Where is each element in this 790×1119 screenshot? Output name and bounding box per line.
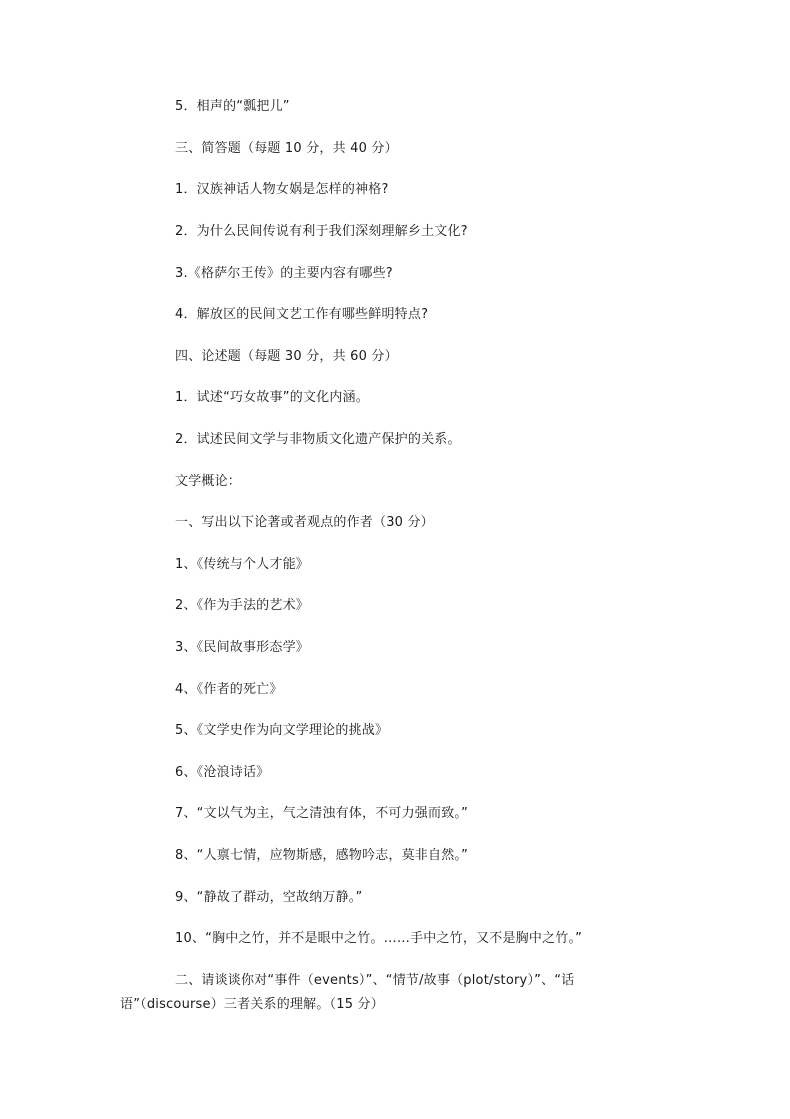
author-item-7: 7、“文以气为主，气之清浊有体，不可力强而致。” [175, 806, 469, 821]
author-item-1: 1、《传统与个人才能》 [175, 557, 309, 572]
short-answer-2: 2．为什么民间传说有利于我们深刻理解乡土文化? [175, 224, 468, 239]
question-5-crosstalk: 5．相声的“瓢把儿” [175, 99, 290, 114]
short-answer-4: 4．解放区的民间文艺工作有哪些鲜明特点? [175, 307, 429, 322]
short-answer-1: 1．汉族神话人物女娲是怎样的神格? [175, 182, 389, 197]
author-item-4: 4、《作者的死亡》 [175, 682, 283, 697]
author-item-9: 9、“静故了群动，空故纳万静。” [175, 890, 363, 905]
author-item-6: 6、《沧浪诗话》 [175, 765, 270, 780]
essay-question-2: 2．试述民间文学与非物质文化遗产保护的关系。 [175, 432, 461, 447]
author-item-10: 10、“胸中之竹，并不是眼中之竹。……手中之竹，又不是胸中之竹。” [175, 931, 583, 946]
section-essay-heading: 四、论述题（每题 30 分，共 60 分） [175, 349, 398, 364]
author-item-5: 5、《文学史作为向文学理论的挑战》 [175, 723, 389, 738]
literary-theory-heading: 文学概论： [175, 474, 242, 489]
discussion-question-paragraph: 二、请谈谈你对“事件（events）”、“情节/故事（plot/story）”、“话语”（discourse）三者关系的理解。（15 分） [120, 973, 575, 1012]
author-item-3: 3、《民间故事形态学》 [175, 640, 309, 655]
authors-section-heading: 一、写出以下论著或者观点的作者（30 分） [175, 515, 434, 530]
section-short-answer-heading: 三、简答题（每题 10 分，共 40 分） [175, 141, 398, 156]
author-item-2: 2、《作为手法的艺术》 [175, 598, 309, 613]
essay-question-1: 1．试述“巧女故事”的文化内涵。 [175, 390, 369, 405]
short-answer-3: 3.《格萨尔王传》的主要内容有哪些? [175, 266, 393, 281]
author-item-8: 8、“人禀七情，应物斯感，感物吟志，莫非自然。” [175, 848, 469, 863]
